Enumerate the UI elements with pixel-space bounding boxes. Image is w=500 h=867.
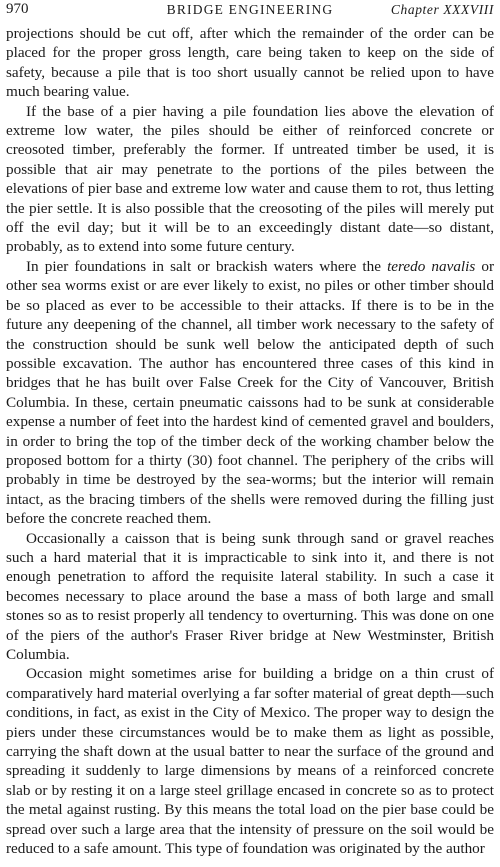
paragraph-sea-worms [6,257,494,529]
book-page [6,0,494,858]
paragraph-thin-crust: Occasion might sometimes arise for building a bridge on a thin crust of comparatively hard material overlying a far softer material of great depth—such conditions, in fact, as exist in the City of Mexico. The proper way to design the piers under these circumstances would be to make them as light as possible, carrying the shaft down at the usual batter to near the surface of the ground and spreading it suddenly to large dimensions by means of a reinforced concrete slab or by resting it on a large steel grillage encased in concrete so as to protect the metal against rusting. By this means the total load on the pier base could be spread over such a large area that the intensity of pressure on the soil would be reduced to a safe amount. This type of foundation was originated by the author [6,665,494,858]
chapter-label: Chapter XXXVIII [390,2,494,17]
page-number: 970 [6,1,29,17]
text-run: In pier foundations in salt or brackish waters where the [26,257,388,275]
italic-term: teredo navalis [387,257,476,275]
paragraph-continued: projections should be cut off, after which the remainder of the order can be placed for the proper gross length, care being taken to keep on the side of safety, because a pile that is too short usually cannot be relied upon to have much bearing value. [6,25,494,101]
paragraph-pile-foundation: If the base of a pier having a pile foundation lies above the elevation of extreme low water, the piles should be either of reinforced concrete or creosoted timber, preferably the former. If untreated timber be used, it is possible that air may penetrate to the portions of the piles between the elevations of pier base and extreme low water and cause them to rot, thus letting the pier settle. It is also possible that the creosoting of the piles will merely put off the evil day; but it will be to an exceedingly distant date—so distant, probably, as to extend into some future century. [6,102,494,256]
paragraph-caisson: Occasionally a caisson that is being sunk through sand or gravel reaches such a hard material that it is impracticable to sink into it, and there is not enough penetration to afford the requisite lateral stability. In such a case it becomes necessary to place around the base a mass of both large and small stones so as to resist properly all tendency to overturning. This was done on one of the piers of the author's Fraser River bridge at New Westminster, British Columbia. [6,529,494,663]
running-title: BRIDGE ENGINEERING [166,2,334,17]
body-text [6,24,494,858]
running-header [6,0,494,24]
text-run: or other sea worms exist or are ever likely to exist, no piles or other timber should be so placed as ever to be accessible to their attacks. If there is to be in the future any deepening of the channel, all timber work necessary to the safety of the construction should be sunk well below the anticipated depth of such possible excavation. The author has encountered three cases of this kind in bridges that he has built over False Creek for the City of Vancouver, British Columbia. In these, certain pneumatic caissons had to be sunk at considerable expense a number of feet into the hardest kind of cemented gravel and boulders, in order to bring the top of the timber deck of the working chamber below the proposed bottom for a thirty (30) foot channel. The periphery of the cribs will probably in time be destroyed by the sea-worms; but the interior will remain intact, as the bracing timbers of the shells were removed during the filling just before the concrete reached them. [6,257,494,528]
